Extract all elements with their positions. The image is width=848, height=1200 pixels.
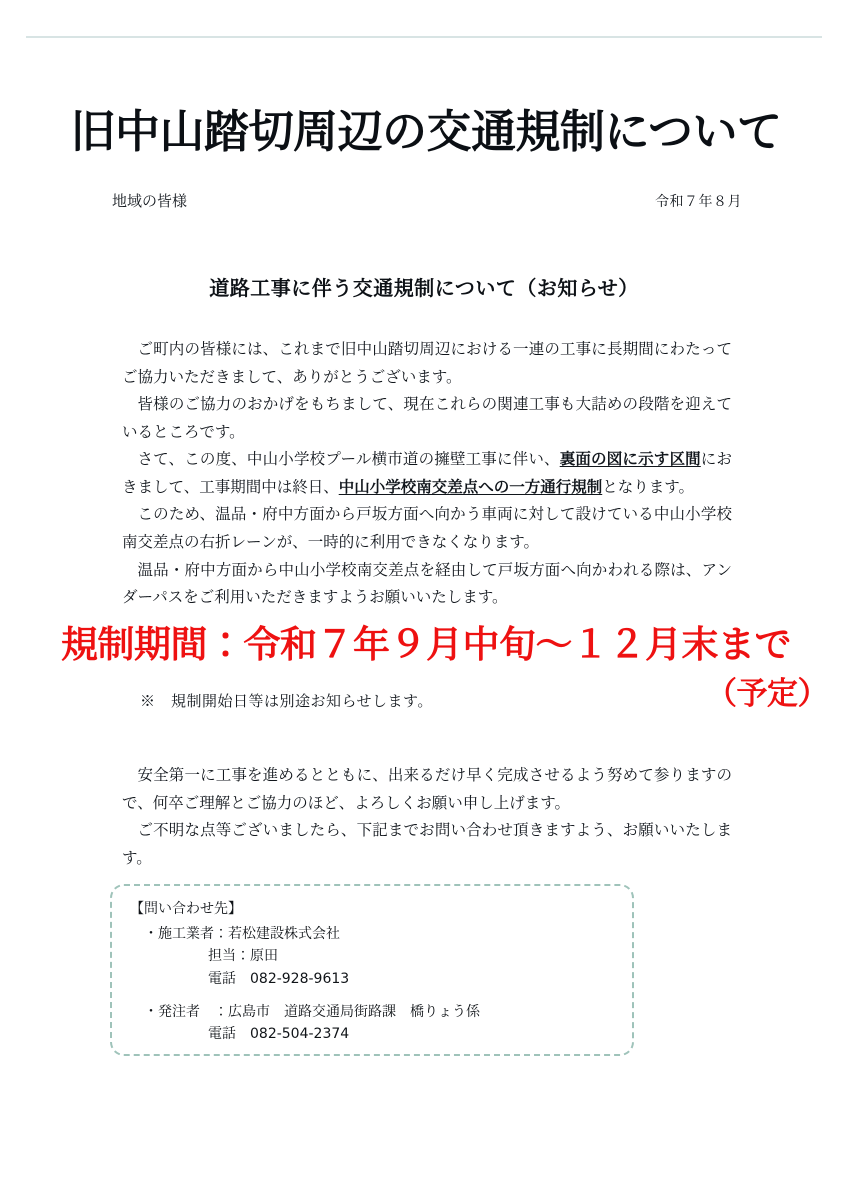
contractor-label: ・施工業者： (144, 925, 228, 942)
client-name: 広島市 道路交通局街路課 橋りょう係 (228, 1003, 480, 1020)
p3-emphasis-section: 裏面の図に示す区間 (559, 451, 701, 469)
regulation-period-suffix: （予定） (706, 676, 828, 712)
body-paragraph-2: 皆様のご協力のおかげをもちまして、現在これらの関連工事も大詰めの段階を迎えているところです。 (122, 396, 732, 441)
contact-heading: 【問い合わせ先】 (130, 901, 242, 917)
issue-date: 令和７年８月 (655, 195, 742, 210)
client-tel-row (130, 1023, 614, 1046)
period-note: ※ 規制開始日等は別途お知らせします。 (140, 694, 433, 710)
client-tel-number: 082-504-2374 (250, 1026, 350, 1043)
body-paragraph-3 (122, 446, 732, 501)
body-paragraph-5: 温品・府中方面から中山小学校南交差点を経由して戸坂方面へ向かわれる際は、アンダーパスをご利用いただきますようお願いいたします。 (122, 561, 732, 607)
contractor-name: 若松建設株式会社 (228, 925, 340, 942)
closing-paragraph-2: ご不明な点等ございましたら、下記までお問い合わせ頂きますよう、お願いいたします。 (122, 822, 732, 867)
contractor-tel-label: 電話 (208, 971, 236, 988)
client-tel-label: 電話 (208, 1026, 236, 1043)
contractor-tel-number: 082-928-9613 (250, 971, 350, 988)
page-title: 旧中山踏切周辺の交通規制について (70, 105, 782, 158)
p3-tail: となります。 (602, 478, 694, 496)
contractor-person-name: 原田 (250, 948, 278, 965)
p3-mid: におきまして、工事期間中は終日、 (122, 451, 732, 496)
p3-lead: さて、この度、中山小学校プール横市道の擁壁工事に伴い、 (137, 451, 560, 469)
document-subtitle: 道路工事に伴う交通規制について（お知らせ） (209, 276, 639, 300)
header-divider (26, 36, 822, 38)
body-paragraph-4: このため、温品・府中方面から戸坂方面へ向かう車両に対して設けている中山小学校南交差点の右折レーンが、一時的に利用できなくなります。 (122, 506, 732, 552)
contractor-person-row (130, 945, 614, 968)
client-row (130, 1001, 614, 1024)
contact-box (110, 884, 634, 1056)
contractor-tel-row (130, 968, 614, 991)
addressee: 地域の皆様 (112, 194, 188, 210)
contractor-person-label: 担当： (208, 948, 250, 965)
client-label: ・発注者 ： (144, 1003, 228, 1020)
contractor-row (130, 923, 614, 946)
body-text (122, 336, 732, 612)
body-paragraph-1: ご町内の皆様には、これまで旧中山踏切周辺における一連の工事に長期間にわたってご協力いただきまして、ありがとうございます。 (122, 341, 732, 386)
closing-paragraph-1: 安全第一に工事を進めるとともに、出来るだけ早く完成させるよう努めて参りますので、何卒ご理解とご協力のほど、よろしくお願い申し上げます。 (122, 767, 732, 812)
contact-spacer (130, 991, 614, 1001)
p3-emphasis-oneway: 中山小学校南交差点への一方通行規制 (338, 478, 603, 496)
meta-row (112, 190, 742, 211)
regulation-period-banner: 規制期間：令和７年９月中旬～１２月末まで (61, 623, 791, 666)
closing-text (122, 762, 732, 872)
